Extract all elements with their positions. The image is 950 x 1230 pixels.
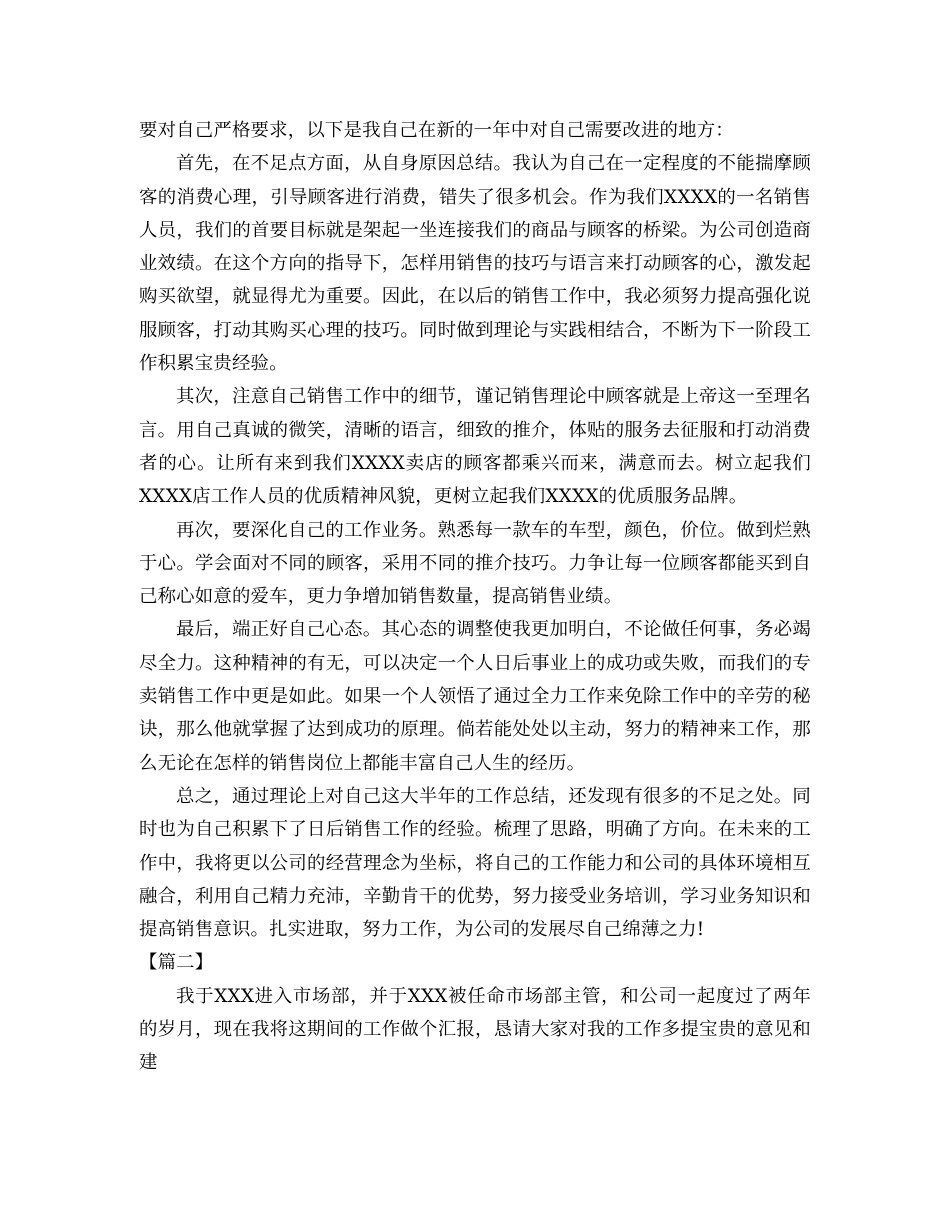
- paragraph-first-point: 首先，在不足点方面，从自身原因总结。我认为自己在一定程度的不能揣摩顾客的消费心理，引导顾客进行消费，错失了很多机会。作为我们XXXX的一名销售人员，我们的首要目标就是架起一坐连接我们的商品与顾客的桥梁。为公司创造商业效绩。在这个方向的指导下，怎样用销售的技巧与语言来打动顾客的心，激发起购买欲望，就显得尤为重要。因此，在以后的销售工作中，我必须努力提高强化说服顾客，打动其购买心理的技巧。同时做到理论与实践相结合，不断为下一阶段工作积累宝贵经验。: [139, 153, 811, 375]
- paragraph-second-point: 其次，注意自己销售工作中的细节，谨记销售理论中顾客就是上帝这一至理名言。用自己真诚的微笑，清晰的语言，细致的推介，体贴的服务去征服和打动消费者的心。让所有来到我们XXXX卖店的顾客都乘兴而来，满意而去。树立起我们XXXX店工作人员的优质精神风貌，更树立起我们XXXX的优质服务品牌。: [139, 386, 811, 508]
- paragraph-intro: 要对自己严格要求，以下是我自己在新的一年中对自己需要改进的地方：: [139, 120, 734, 141]
- document-body: [139, 114, 811, 1080]
- paragraph-fourth-point: 最后，端正好自己心态。其心态的调整使我更加明白，不论做任何事，务必竭尽全力。这种精神的有无，可以决定一个人日后事业上的成功或失败，而我们的专卖销售工作中更是如此。如果一个人领悟了通过全力工作来免除工作中的辛劳的秘诀，那么他就掌握了达到成功的原理。倘若能处处以主动，努力的精神来工作，那么无论在怎样的销售岗位上都能丰富自己人生的经历。: [139, 619, 811, 774]
- paragraph-section-two-intro: 我于XXX进入市场部，并于XXX被任命市场部主管，和公司一起度过了两年的岁月，现在我将这期间的工作做个汇报，恳请大家对我的工作多提宝贵的意见和建: [139, 985, 811, 1074]
- section-heading: 【篇二】: [139, 952, 214, 974]
- paragraph-conclusion: 总之，通过理论上对自己这大半年的工作总结，还发现有很多的不足之处。同时也为自己积累下了日后销售工作的经验。梳理了思路，明确了方向。在未来的工作中，我将更以公司的经营理念为坐标，将自己的工作能力和公司的具体环境相互融合，利用自己精力充沛，辛勤肯干的优势，努力接受业务培训，学习业务知识和提高销售意识。扎实进取，努力工作，为公司的发展尽自己绵薄之力!: [139, 785, 811, 941]
- paragraph-third-point: 再次，要深化自己的工作业务。熟悉每一款车的车型，颜色，价位。做到烂熟于心。学会面对不同的顾客，采用不同的推介技巧。力争让每一位顾客都能买到自己称心如意的爱车，更力争增加销售数量，提高销售业绩。: [139, 519, 811, 608]
